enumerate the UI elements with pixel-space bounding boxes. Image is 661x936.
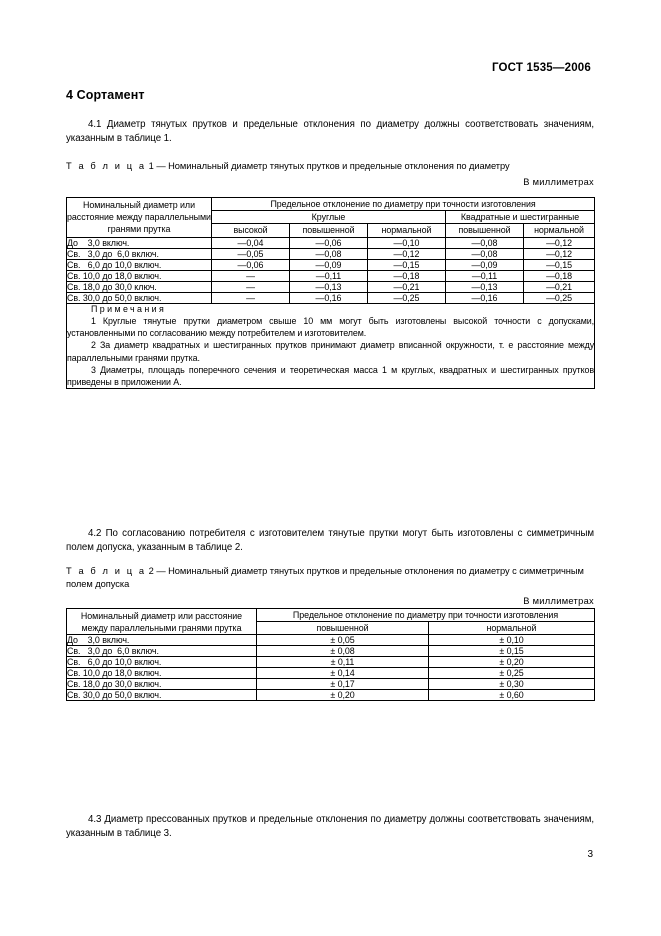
table1-caption-label: Т а б л и ц а: [66, 161, 147, 171]
table2-row5-label: Св. 30,0 до 50,0 включ.: [67, 690, 257, 701]
table1-row0-label: До 3,0 включ.: [67, 237, 212, 248]
table2-header-span-all: Предельное отклонение по диаметру при точности изготовления: [257, 609, 595, 622]
table1-notes-title: Примечания: [91, 303, 167, 314]
table1-row2-label: Св. 6,0 до 10,0 включ.: [67, 259, 212, 270]
table2-caption-label: Т а б л и ц а: [66, 566, 147, 576]
table1-note-2: 2 За диаметр квадратных и шестигранных прутков принимают диаметр вписанной окружности, т. е расстояние между параллельными гранями прутка.: [67, 340, 595, 363]
table1-row3-val4: —0,18: [524, 270, 595, 281]
table1-row3-val0: —: [212, 270, 290, 281]
table1-header-span-all: Предельное отклонение по диаметру при точности изготовления: [212, 198, 595, 211]
table-row: [67, 657, 595, 668]
table1-row4-label: Св. 18,0 до 30,0 ключ.: [67, 281, 212, 292]
table1-row5-val3: —0,16: [446, 292, 524, 303]
table1-row5-val0: —: [212, 292, 290, 303]
table1-row0-val4: —0,12: [524, 237, 595, 248]
table2-row4-label: Св. 18,0 до 30,0 включ.: [67, 679, 257, 690]
table2-row4-val0: ± 0,17: [257, 679, 429, 690]
table-row: [67, 248, 595, 259]
table1-notes-row: [67, 303, 595, 389]
table2-caption-number: 2: [148, 566, 154, 576]
table2-row3-val1: ± 0,25: [429, 668, 595, 679]
table2-row0-val1: ± 0,10: [429, 635, 595, 646]
table1-head-row-1: [67, 198, 595, 211]
table1-row0-val0: —0,04: [212, 237, 290, 248]
table2-subheader-1: нормальной: [429, 622, 595, 635]
table1-subheader-4: нормальной: [524, 224, 595, 237]
table2-row1-val0: ± 0,08: [257, 646, 429, 657]
table1-row4-val2: —0,21: [368, 281, 446, 292]
table2-row5-val0: ± 0,20: [257, 690, 429, 701]
table1-row4-val1: —0,13: [290, 281, 368, 292]
table2-caption-block: [66, 565, 594, 606]
table1-units: В миллиметрах: [523, 177, 594, 188]
table-1: [66, 197, 595, 389]
table1-note-1: 1 Круглые тянутые прутки диаметром свыше 10 мм могут быть изготовлены высокой точности с допусками, установленными по согласованию между потребителем и изготовителем.: [67, 315, 595, 338]
section-4-block: [66, 88, 594, 146]
table1-row1-val1: —0,08: [290, 248, 368, 259]
table-row: [67, 679, 595, 690]
table-row: [67, 635, 595, 646]
table-row: [67, 292, 595, 303]
table1-row4-val3: —0,13: [446, 281, 524, 292]
paragraph-4-1: 4.1 Диаметр тянутых прутков и предельные отклонения по диаметру должны соответствовать значениям, указанным в таблице 1.: [66, 119, 594, 145]
table2-caption: [66, 565, 594, 592]
table2-header-col0: Номинальный диаметр или расстояние между параллельными гранями прутка: [67, 609, 257, 635]
page-title: 4 Сортамент: [66, 88, 145, 102]
table1-row1-val0: —0,05: [212, 248, 290, 259]
paragraph-4-3-block: [66, 813, 594, 841]
table1-row4-val4: —0,21: [524, 281, 595, 292]
table1-row1-val4: —0,12: [524, 248, 595, 259]
table1-row3-val3: —0,11: [446, 270, 524, 281]
table2-block: [66, 608, 594, 701]
table1-row2-val1: —0,09: [290, 259, 368, 270]
table2-row4-val1: ± 0,30: [429, 679, 595, 690]
table2-row1-val1: ± 0,15: [429, 646, 595, 657]
table2-row3-val0: ± 0,14: [257, 668, 429, 679]
table2-body: [67, 635, 595, 701]
paragraph-4-2: 4.2 По согласованию потребителя с изготовителем тянутые прутки могут быть изготовлены с симметричным полем допуска, указанным в таблице 2.: [66, 528, 594, 554]
table2-units: В миллиметрах: [523, 595, 594, 606]
table2-row3-label: Св. 10,0 до 18,0 включ.: [67, 668, 257, 679]
table1-row3-val1: —0,11: [290, 270, 368, 281]
table1-row1-label: Св. 3,0 до 6,0 включ.: [67, 248, 212, 259]
table2-row0-label: До 3,0 включ.: [67, 635, 257, 646]
table1-note-3: 3 Диаметры, площадь поперечного сечения и теоретическая масса 1 м круглых, квадратных и шестигранных прутков приведены в приложении А.: [67, 364, 595, 388]
table-row: [67, 668, 595, 679]
table1-row3-label: Св. 10,0 до 18,0 включ.: [67, 270, 212, 281]
table1-caption-number: 1: [148, 161, 154, 171]
table1-row0-val2: —0,10: [368, 237, 446, 248]
table-2: [66, 608, 595, 701]
table-row: [67, 281, 595, 292]
table2-row0-val0: ± 0,05: [257, 635, 429, 646]
paragraph-4-2-block: [66, 527, 594, 555]
table-row: [67, 270, 595, 281]
table2-caption-dash: —: [156, 566, 166, 576]
table2-caption-text: Номинальный диаметр тянутых прутков и предельные отклонения по диаметру с симметричным полем допуска: [66, 566, 584, 590]
table1-caption-dash: —: [156, 161, 166, 171]
table1-body: [67, 237, 595, 389]
table1-row1-val3: —0,08: [446, 248, 524, 259]
table1-row2-val2: —0,15: [368, 259, 446, 270]
table2-subheader-0: повышенной: [257, 622, 429, 635]
table1-subheader-2: нормальной: [368, 224, 446, 237]
table1-row5-val2: —0,25: [368, 292, 446, 303]
table1-row5-val1: —0,16: [290, 292, 368, 303]
table2-row5-val1: ± 0,60: [429, 690, 595, 701]
table1-caption-text: Номинальный диаметр тянутых прутков и предельные отклонения по диаметру: [168, 161, 510, 171]
table1-subheader-3: повышенной: [446, 224, 524, 237]
table-row: [67, 690, 595, 701]
table2-row2-val1: ± 0,20: [429, 657, 595, 668]
table1-row4-val0: —: [212, 281, 290, 292]
table-row: [67, 646, 595, 657]
table1-row2-val3: —0,09: [446, 259, 524, 270]
table1-header-col0: Номинальный диаметр или расстояние между параллельными гранями прутка: [67, 198, 212, 238]
table-row: [67, 259, 595, 270]
running-head: ГОСТ 1535—2006: [491, 62, 591, 74]
table1-header-group-square: Квадратные и шестигранные: [446, 211, 595, 224]
table1-head: [67, 198, 595, 238]
table1-subheader-1: повышенной: [290, 224, 368, 237]
table1-row0-val1: —0,06: [290, 237, 368, 248]
table1-row5-label: Св. 30,0 до 50,0 включ.: [67, 292, 212, 303]
table1-subheader-0: высокой: [212, 224, 290, 237]
table1-row3-val2: —0,18: [368, 270, 446, 281]
paragraph-4-3: 4.3 Диаметр прессованных прутков и предельные отклонения по диаметру должны соответствовать значениям, указанным в таблице 3.: [66, 814, 594, 840]
table1-row2-val4: —0,15: [524, 259, 595, 270]
table1-row1-val2: —0,12: [368, 248, 446, 259]
page-number: 3: [587, 849, 593, 860]
table1-caption-block: [66, 160, 594, 187]
table1-caption: [66, 160, 594, 173]
table2-row2-label: Св. 6,0 до 10,0 включ.: [67, 657, 257, 668]
table1-header-group-round: Круглые: [212, 211, 446, 224]
table1-row5-val4: —0,25: [524, 292, 595, 303]
table-row: [67, 237, 595, 248]
table2-head-row-1: [67, 609, 595, 622]
table1-notes-cell: [67, 303, 595, 389]
table1-block: [66, 197, 594, 389]
table2-row1-label: Св. 3,0 до 6,0 включ.: [67, 646, 257, 657]
table2-head: [67, 609, 595, 635]
table2-row2-val0: ± 0,11: [257, 657, 429, 668]
table1-row2-val0: —0,06: [212, 259, 290, 270]
table1-row0-val3: —0,08: [446, 237, 524, 248]
